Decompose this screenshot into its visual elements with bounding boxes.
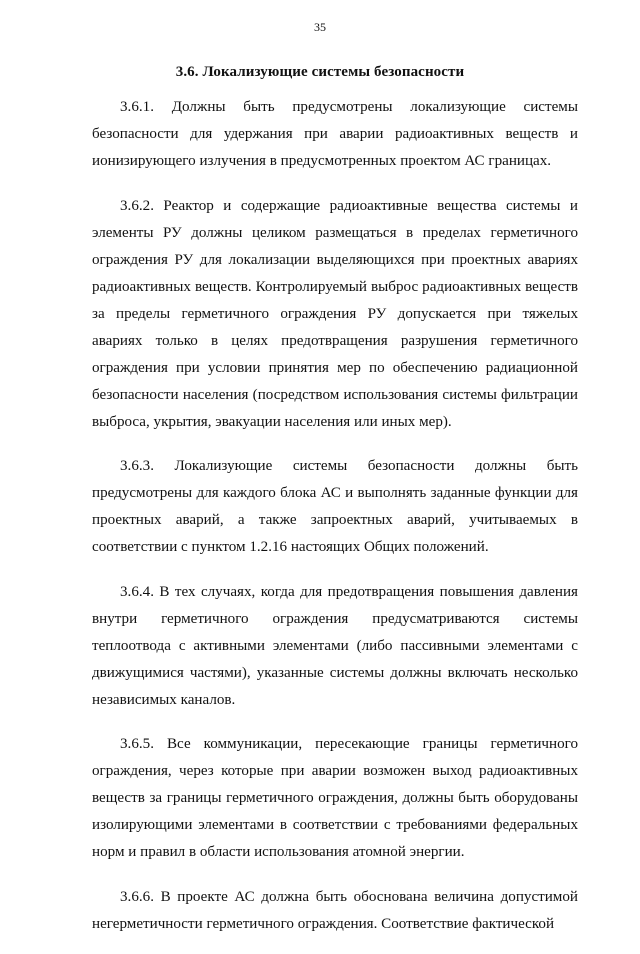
paragraph-3-6-1: 3.6.1. Должны быть предусмотрены локализующие системы безопасности для удержания при аварии радиоактивных веществ и ионизирующего излучения в предусмотренных проектом АС границах. [92,99,578,169]
paragraph-3-6-2: 3.6.2. Реактор и содержащие радиоактивные вещества системы и элементы РУ должны целиком размещаться в пределах герметичного ограждения РУ для локализации выделяющихся при проектных авариях радиоактивных веществ. Контролируемый выброс радиоактивных веществ за пределы герметичного ограждения РУ допускается при тяжелых авариях только в целях предотвращения разрушения герметичного ограждения при условии принятия мер по обеспечению радиационной безопасности населения (посредством использования системы фильтрации выброса, укрытия, эвакуации населения или иных мер). [92,197,578,430]
section-title: 3.6. Локализующие системы безопасности [175,64,465,80]
paragraph-3-6-6: 3.6.6. В проекте АС должна быть обоснована величина допустимой негерметичности герметичного ограждения. Соответствие фактической [92,888,578,932]
paragraph-3-6-4: 3.6.4. В тех случаях, когда для предотвращения повышения давления внутри герметичного ограждения предусматриваются системы теплоотвода с активными элементами (либо пассивными элементами с движущимися частями), указанные системы должны включать несколько независимых каналов. [92,583,578,708]
paragraph-3-6-3: 3.6.3. Локализующие системы безопасности должны быть предусмотрены для каждого блока АС и выполнять заданные функции для проектных аварий, а также запроектных аварий, учитываемых в соответствии с пунктом 1.2.16 настоящих Общих положений. [92,458,578,555]
paragraph-3-6-5: 3.6.5. Все коммуникации, пересекающие границы герметичного ограждения, через которые при аварии возможен выход радиоактивных веществ за границы герметичного ограждения, должны быть оборудованы изолирующими элементами в соответствии с требованиями федеральных норм и правил в области использования атомной энергии. [92,736,578,860]
document-body [92,94,578,954]
page-number: 35 [314,20,326,34]
